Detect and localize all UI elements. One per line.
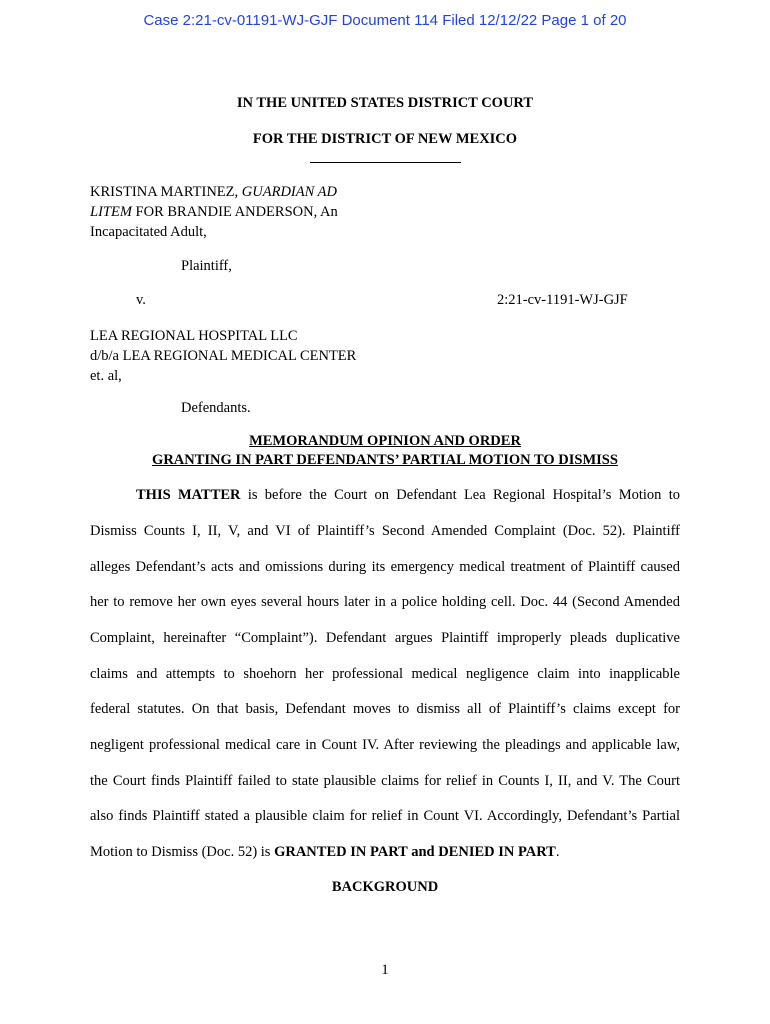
body-line-11-end: . — [555, 844, 560, 860]
body-line-6: claims and attempts to shoehorn her professional medical negligence claim into inapplicable — [90, 666, 680, 682]
case-number: 2:21-cv-1191-WJ-GJF — [497, 292, 628, 308]
body-line-10: also finds Plaintiff stated a plausible claim for relief in Count VI. Accordingly, Defendant’s Partial — [90, 808, 680, 824]
defendant-line-3: et. al, — [90, 368, 122, 384]
opinion-subtitle: GRANTING IN PART DEFENDANTS’ PARTIAL MOTION TO DISMISS — [152, 452, 618, 468]
plaintiff-for: FOR BRANDIE ANDERSON, An — [131, 204, 338, 220]
plaintiff-title-italic-2: LITEM — [90, 204, 132, 220]
ruling: GRANTED IN PART and DENIED IN PART — [274, 844, 556, 860]
plaintiff-caption — [90, 182, 338, 242]
body-line-1-text: is before the Court on Defendant Lea Regional Hospital’s Motion to — [240, 487, 680, 503]
body-line-3: alleges Defendant’s acts and omissions during its emergency medical treatment of Plaintiff caused — [90, 559, 680, 575]
page-number: 1 — [381, 962, 389, 978]
defendant-line-2: d/b/a LEA REGIONAL MEDICAL CENTER — [90, 348, 357, 364]
opinion-title: MEMORANDUM OPINION AND ORDER — [249, 433, 521, 449]
body-line-8: negligent professional medical care in Count IV. After reviewing the pleadings and applicable law, — [90, 737, 680, 753]
body-line-5: Complaint, hereinafter “Complaint”). Defendant argues Plaintiff improperly pleads duplicative — [90, 630, 680, 646]
plaintiff-line-3: Incapacitated Adult, — [90, 224, 207, 240]
body-line-11-text: Motion to Dismiss (Doc. 52) is — [90, 844, 275, 860]
body-line-1 — [136, 487, 680, 504]
versus: v. — [136, 292, 146, 308]
body-line-4: her to remove her own eyes several hours later in a police holding cell. Doc. 44 (Second Amended — [90, 594, 680, 610]
defendant-line-1: LEA REGIONAL HOSPITAL LLC — [90, 328, 298, 344]
body-line-2: Dismiss Counts I, II, V, and VI of Plaintiff’s Second Amended Complaint (Doc. 52). Plaintiff — [90, 523, 680, 539]
body-line-9: the Court finds Plaintiff failed to state plausible claims for relief in Counts I, II, and V. The Court — [90, 773, 680, 789]
court-name: IN THE UNITED STATES DISTRICT COURT — [236, 95, 534, 111]
body-line-11 — [90, 844, 680, 861]
section-heading: BACKGROUND — [331, 879, 439, 895]
plaintiff-line-1 — [90, 182, 338, 202]
this-matter: THIS MATTER — [136, 487, 241, 503]
court-district: FOR THE DISTRICT OF NEW MEXICO — [252, 131, 518, 147]
caption-divider — [310, 162, 461, 163]
plaintiff-name: KRISTINA MARTINEZ, — [90, 184, 242, 200]
plaintiff-title-italic: GUARDIAN AD — [241, 184, 337, 200]
defendant-role: Defendants. — [181, 400, 251, 416]
defendant-caption — [90, 326, 356, 386]
plaintiff-role: Plaintiff, — [181, 258, 232, 274]
plaintiff-line-2 — [90, 202, 338, 222]
body-line-7: federal statutes. On that basis, Defendant moves to dismiss all of Plaintiff’s claims except for — [90, 701, 680, 717]
filing-stamp: Case 2:21-cv-01191-WJ-GJF Document 114 Filed 12/12/22 Page 1 of 20 — [143, 12, 627, 29]
